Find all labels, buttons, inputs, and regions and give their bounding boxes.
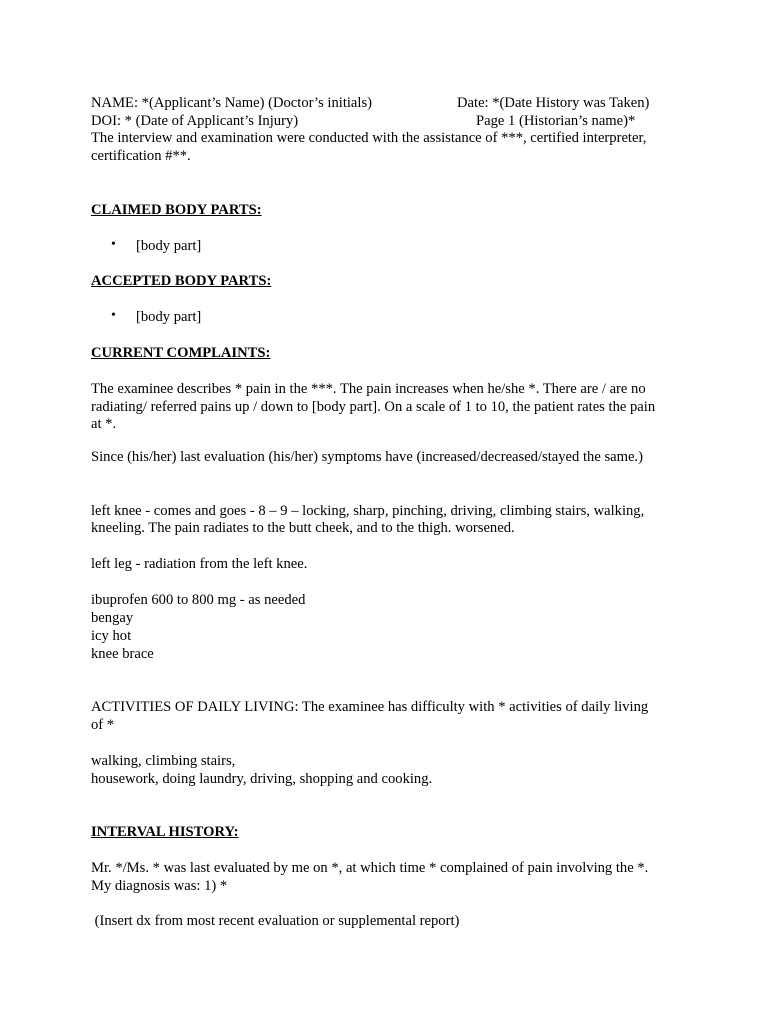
left-leg-line: left leg - radiation from the left knee. (91, 556, 308, 572)
accepted-body-parts-heading: ACCEPTED BODY PARTS: (91, 273, 272, 289)
adl-activities-line-2: housework, doing laundry, driving, shopping and cooking. (91, 771, 433, 787)
current-complaints-heading: CURRENT COMPLAINTS: (91, 345, 271, 361)
complaints-paragraph-line-1: The examinee describes * pain in the ***. The pain increases when he/she *. There are / are no (91, 381, 646, 397)
medication-item: icy hot (91, 628, 132, 644)
page-historian-line: Page 1 (Historian’s name)* (476, 113, 636, 129)
symptoms-since-last-evaluation: Since (his/her) last evaluation (his/her) symptoms have (increased/decreased/stayed the same.) (91, 449, 643, 465)
history-date-line: Date: *(Date History was Taken) (457, 95, 650, 111)
interpreter-text-line-1: The interview and examination were conducted with the assistance of ***, certified interpreter, (91, 130, 647, 146)
claimed-bullet-icon: • (111, 237, 116, 252)
complaints-paragraph-line-3: at *. (91, 416, 117, 432)
left-knee-line-1: left knee - comes and goes - 8 – 9 – locking, sharp, pinching, driving, climbing stairs, walking, (91, 503, 645, 519)
complaints-paragraph-line-2: radiating/ referred pains up / down to [body part]. On a scale of 1 to 10, the patient rates the pain (91, 399, 656, 415)
medication-item: knee brace (91, 646, 154, 662)
insert-dx-note: (Insert dx from most recent evaluation or supplemental report) (91, 913, 460, 929)
applicant-name-line: NAME: *(Applicant’s Name) (Doctor’s initials) (91, 95, 373, 111)
accepted-body-part-item: [body part] (136, 309, 202, 325)
interval-history-heading: INTERVAL HISTORY: (91, 824, 239, 840)
interval-history-line-1: Mr. */Ms. * was last evaluated by me on *, at which time * complained of pain involving the *. (91, 860, 649, 876)
adl-activities-line-1: walking, climbing stairs, (91, 753, 236, 769)
interval-history-line-2: My diagnosis was: 1) * (91, 878, 228, 894)
date-of-injury-line: DOI: * (Date of Applicant’s Injury) (91, 113, 299, 129)
left-knee-line-2: kneeling. The pain radiates to the butt cheek, and to the thigh. worsened. (91, 520, 515, 536)
accepted-bullet-icon: • (111, 308, 116, 323)
interpreter-text-line-2: certification #**. (91, 148, 191, 164)
claimed-body-parts-heading: CLAIMED BODY PARTS: (91, 202, 262, 218)
medication-item: bengay (91, 610, 134, 626)
medication-item: ibuprofen 600 to 800 mg - as needed (91, 592, 306, 608)
adl-line-1: ACTIVITIES OF DAILY LIVING: The examinee has difficulty with * activities of daily living (91, 699, 649, 715)
adl-line-2: of * (91, 717, 115, 733)
claimed-body-part-item: [body part] (136, 238, 202, 254)
